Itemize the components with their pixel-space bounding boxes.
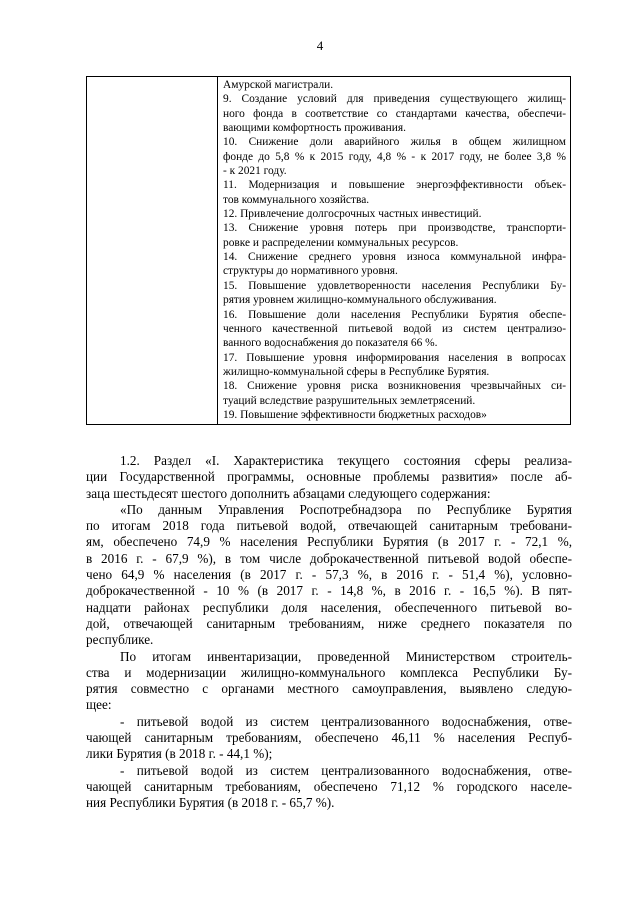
- goal-line: 14. Снижение среднего уровня износа коммунальной инфра-: [223, 251, 566, 264]
- goal-line: 12. Привлечение долгосрочных частных инвестиций.: [223, 208, 482, 221]
- paragraph-line: щее:: [86, 697, 112, 713]
- table-left-cell: [87, 77, 218, 425]
- goal-line: Амурской магистрали.: [223, 79, 334, 91]
- paragraph-line: республике.: [86, 632, 154, 648]
- paragraph-line: ства и модернизации жилищно-коммунального комплекса Республики Бу-: [86, 664, 572, 680]
- goal-line: фонде до 5,8 % к 2015 году, 4,8 % - к 2017 году, не более 3,8 %: [223, 150, 566, 163]
- paragraph-line: чающей санитарным требованиям, обеспечено 71,12 % городского населе-: [86, 778, 572, 794]
- goal-line: 15. Повышение удовлетворенности населения Республики Бу-: [223, 279, 566, 292]
- goal-line: жилищно-коммунальной сферы в Республике Бурятия.: [223, 365, 490, 378]
- paragraph-line: «По данным Управления Роспотребнадзора по Республике Бурятия: [120, 501, 572, 517]
- page-number: 4: [316, 38, 324, 53]
- paragraph-line: чающей санитарным требованиям, обеспечено 46,11 % населения Респуб-: [86, 730, 572, 746]
- table-row: [87, 77, 571, 425]
- paragraph-line: По итогам инвентаризации, проведенной Министерством строитель-: [120, 648, 572, 664]
- goal-line: ровке и распределении коммунальных ресурсов.: [223, 236, 459, 249]
- goal-line: 18. Снижение уровня риска возникновения чрезвычайных си-: [223, 380, 566, 393]
- goal-line: 16. Повышение доли населения Республики Бурятия обеспе-: [223, 308, 566, 321]
- goals-table: [86, 76, 571, 425]
- goal-line: - к 2021 году.: [223, 165, 287, 178]
- paragraph-line: - питьевой водой из систем централизованного водоснабжения, отве-: [120, 762, 572, 778]
- goal-line: рятия уровнем жилищно-коммунального обслуживания.: [223, 294, 497, 307]
- goal-line: 10. Снижение доли аварийного жилья в общем жилищном: [223, 136, 566, 149]
- goal-line: структуры до нормативного уровня.: [223, 265, 398, 278]
- paragraph-line: чено 64,9 % населения (в 2017 г. - 57,3 %, в 2016 г. - 51,4 %), условно-: [86, 567, 572, 583]
- paragraph-line: 1.2. Раздел «I. Характеристика текущего состояния сферы реализа-: [120, 453, 572, 468]
- paragraph-line: рятия совместно с органами местного самоуправления, выявлено следую-: [86, 681, 572, 697]
- document-body-text: [86, 453, 572, 812]
- paragraph-line: дой, отвечающей санитарным требованиям, ниже среднего показателя по: [86, 615, 572, 631]
- goal-line: 11. Модернизация и повышение энергоэффективности объек-: [223, 179, 566, 192]
- paragraph-line: в 2016 г. - 67,9 %), в том числе доброкачественной питьевой водой обеспе-: [86, 550, 572, 566]
- goal-line: 9. Создание условий для приведения существующего жилищ-: [223, 93, 566, 106]
- paragraph-line: лики Бурятия (в 2018 г. - 44,1 %);: [86, 746, 273, 762]
- goal-line: 13. Снижение уровня потерь при производстве, транспорти-: [223, 222, 566, 235]
- paragraph-line: ции Государственной программы, основные проблемы развития» после аб-: [86, 469, 572, 485]
- goal-line: 19. Повышение эффективности бюджетных расходов»: [223, 408, 487, 421]
- goals-list: [223, 78, 566, 422]
- goal-line: вающими комфортность проживания.: [223, 122, 406, 135]
- paragraph-line: ния Республики Бурятия (в 2018 г. - 65,7 %).: [86, 795, 335, 811]
- paragraph-line: ям, обеспечено 74,9 % населения Республики Бурятия (в 2017 г. - 72,1 %,: [86, 534, 572, 550]
- paragraph-line: доброкачественной - 10 % (в 2017 г. - 14,8 %, в 2016 г. - 16,5 %). В пят-: [86, 583, 572, 599]
- paragraph-line: заца шестьдесят шестого дополнить абзацами следующего содержания:: [86, 485, 491, 501]
- goal-line: ного фонда в соответствие со стандартами качества, обеспечи-: [223, 107, 566, 120]
- goal-line: 17. Повышение уровня информирования населения в вопросах: [223, 351, 566, 364]
- paragraph-line: надцати районах республики доля населения, обеспеченного питьевой во-: [86, 599, 572, 615]
- goal-line: ченного качественной питьевой водой из систем централизо-: [223, 322, 566, 335]
- goal-line: тов коммунального хозяйства.: [223, 193, 370, 206]
- goal-line: туаций вследствие разрушительных землетрясений.: [223, 394, 476, 407]
- paragraph-line: - питьевой водой из систем централизованного водоснабжения, отве-: [120, 713, 572, 729]
- paragraph-line: по итогам 2018 года питьевой водой, отвечающей санитарным требовани-: [86, 518, 572, 534]
- table-right-cell: [218, 77, 571, 425]
- goal-line: ванного водоснабжения до показателя 66 %.: [223, 337, 438, 350]
